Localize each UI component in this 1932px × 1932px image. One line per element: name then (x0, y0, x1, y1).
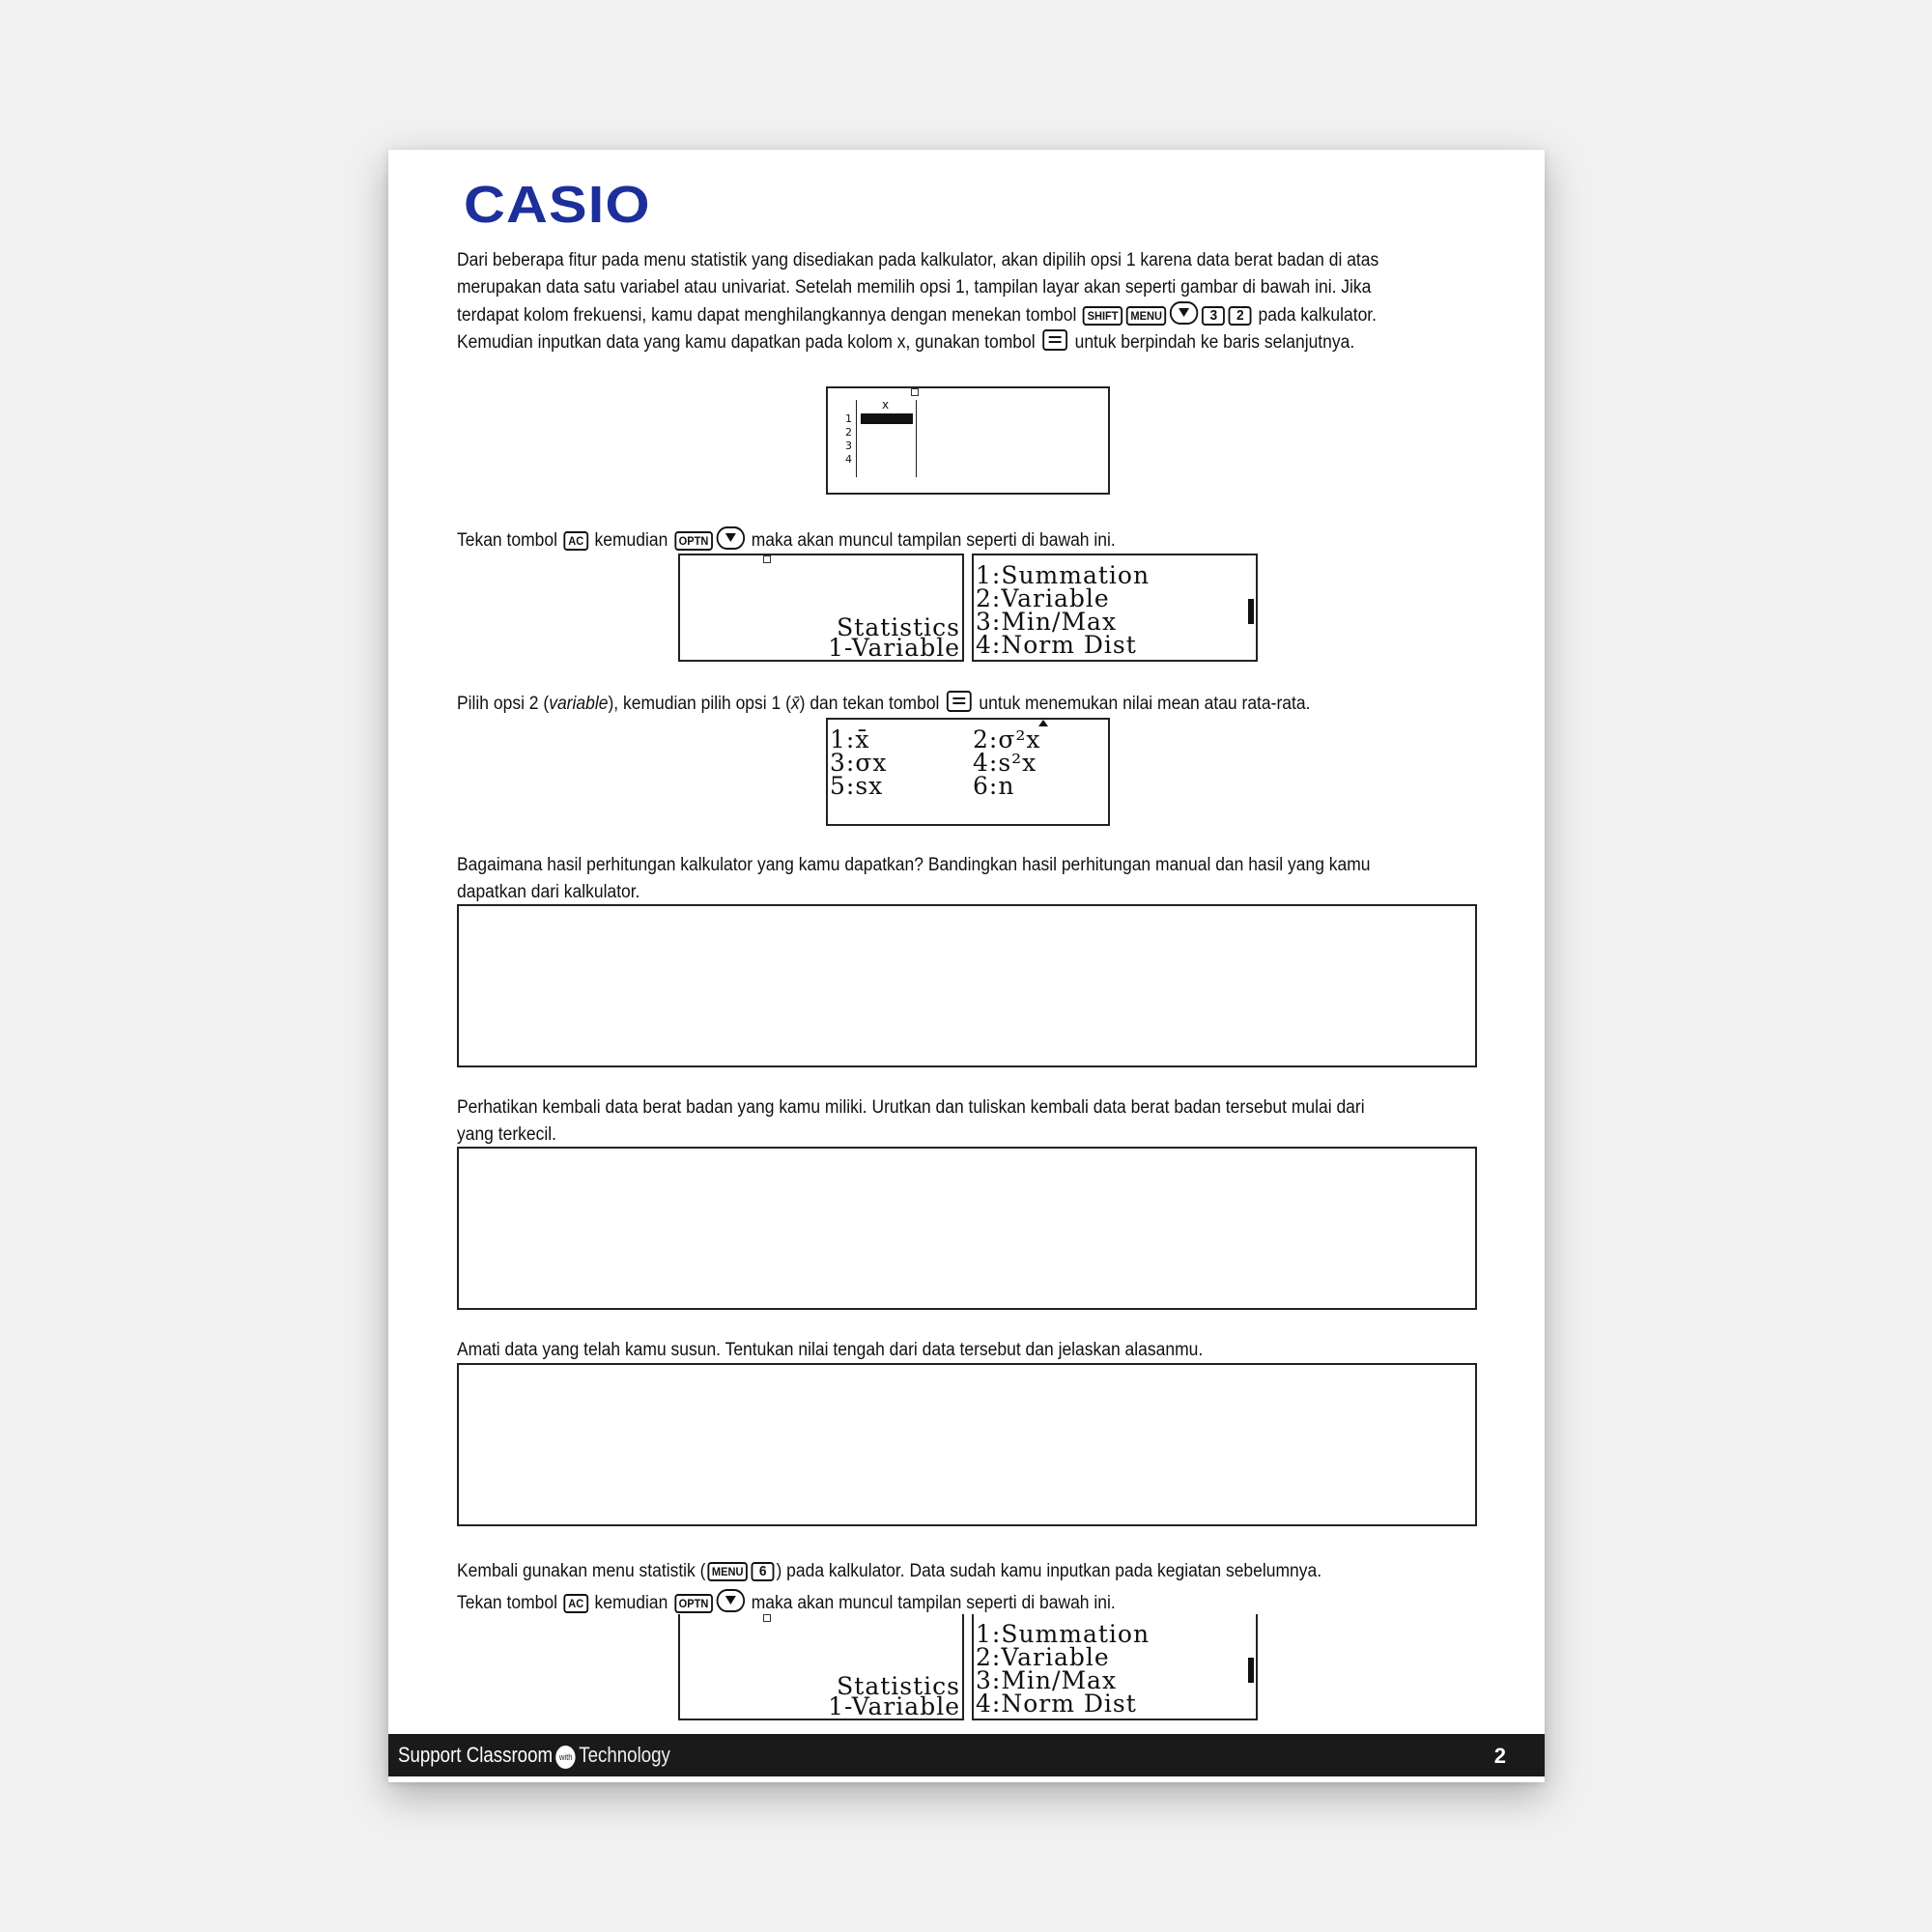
menu-item: 3:Min/Max (976, 608, 1118, 636)
step2-paragraph (457, 526, 1399, 554)
column-divider (856, 400, 857, 477)
page-number: 2 (1493, 1744, 1506, 1768)
intro-text-1: Dari beberapa fitur pada menu statistik yang disediakan pada kalkulator, akan dipilih opsi 1 karena data berat badan di atas merupakan data satu variabel atau univariat. Setelah memilih opsi 1, tampilan layar akan seperti gambar di bawah ini. Jika terdapat kolom frekuensi, kamu dapat menghilangkannya dengan menekan tombol (457, 250, 1379, 326)
step4-text-1: Kembali gunakan menu statistik ( (457, 1561, 706, 1581)
equals-key-icon (1042, 329, 1067, 351)
row-number: 1 (845, 412, 852, 425)
variable-item: 6:n (973, 772, 1015, 800)
question-1: Bagaimana hasil perhitungan kalkulator yang kamu dapatkan? Bandingkan hasil perhitungan manual dan hasil yang kamu dapatkan dari kalkulator. (457, 855, 1371, 902)
ac-key-icon: AC (564, 531, 588, 551)
page-footer (388, 1734, 1545, 1776)
question-3: Amati data yang telah kamu susun. Tentukan nilai tengah dari data tersebut dan jelaskan alasanmu. (457, 1340, 1204, 1360)
menu-item: 1:Summation (976, 561, 1151, 589)
intro-paragraph (457, 247, 1399, 356)
step3-text-1: Pilih opsi 2 ( (457, 694, 550, 714)
key-3-icon: 3 (1202, 306, 1225, 326)
footer-brand (398, 1743, 670, 1769)
key-6-icon: 6 (752, 1562, 775, 1581)
mode-line-1: Statistics (837, 1672, 960, 1700)
indicator-icon (763, 1614, 771, 1622)
mode-line-2: 1-Variable (828, 1692, 960, 1720)
document-page (388, 150, 1545, 1782)
calculator-screen-data-entry (826, 386, 1110, 495)
variable-item: 4:s²x (973, 749, 1037, 777)
step4-text-2: ) pada kalkulator. Data sudah kamu inputkan pada kegiatan sebelumnya. (776, 1561, 1322, 1581)
calculator-screen-statistics-2 (678, 1614, 964, 1720)
question-2: Perhatikan kembali data berat badan yang kamu miliki. Urutkan dan tuliskan kembali data berat badan tersebut mulai dari yang terkecil. (457, 1097, 1365, 1145)
mode-line-2: 1-Variable (828, 634, 960, 662)
answer-box-1[interactable] (457, 904, 1477, 1067)
intro-text-2: pada kalkulator. Kemudian inputkan data yang kamu dapatkan pada kolom x, gunakan tombol (457, 305, 1377, 353)
menu-key-icon: MENU (1126, 306, 1167, 326)
mode-line-1: Statistics (837, 613, 960, 641)
ac-key-icon: AC (564, 1594, 588, 1613)
calculator-screen-variables (826, 718, 1110, 826)
indicator-icon (911, 388, 919, 396)
answer-box-2[interactable] (457, 1147, 1477, 1310)
shift-key-icon: SHIFT (1083, 306, 1122, 326)
down-arrow-key-icon (717, 1589, 745, 1612)
variable-item: 3:σx (830, 749, 888, 777)
menu-item: 4:Norm Dist (976, 1690, 1137, 1718)
down-arrow-key-icon (1170, 301, 1198, 325)
row-numbers (845, 412, 852, 467)
step4-text-5: maka akan muncul tampilan seperti di bawah ini. (751, 1593, 1116, 1613)
menu-item: 2:Variable (976, 584, 1110, 612)
with-badge-icon: with (555, 1746, 575, 1769)
calculator-screen-menu-2 (972, 1614, 1258, 1720)
step3-text-2: ), kemudian pilih opsi 1 ( (608, 694, 791, 714)
intro-text-3: untuk berpindah ke baris selanjutnya. (1074, 332, 1355, 353)
menu-item: 1:Summation (976, 1620, 1151, 1648)
step3-text-3: ) dan tekan tombol (799, 694, 940, 714)
footer-brand-technology: Technology (579, 1743, 670, 1767)
key-2-icon: 2 (1229, 306, 1252, 326)
xbar-symbol: x̄ (790, 694, 800, 714)
footer-brand-text: Support Classroom (398, 1743, 554, 1767)
step4-paragraph (457, 1555, 1399, 1619)
down-arrow-key-icon (717, 526, 745, 550)
step3-italic: variable (549, 694, 609, 714)
variable-item: 5:sx (830, 772, 884, 800)
column-header-x: x (882, 398, 890, 412)
step2-text-3: maka akan muncul tampilan seperti di bawah ini. (751, 530, 1116, 551)
variable-item: 2:σ²x (973, 725, 1041, 753)
menu-item: 3:Min/Max (976, 1666, 1118, 1694)
step2-text-2: kemudian (594, 530, 668, 551)
optn-key-icon: OPTN (674, 1594, 713, 1613)
scrollbar-thumb (1248, 1658, 1254, 1683)
column-divider (916, 400, 917, 477)
calculator-screen-statistics (678, 554, 964, 662)
variable-item: 1:x̄ (830, 725, 870, 753)
row-number: 3 (845, 440, 852, 452)
step3-paragraph (457, 691, 1399, 718)
step4-text-4: kemudian (594, 1593, 668, 1613)
menu-item: 4:Norm Dist (976, 631, 1137, 659)
scrollbar-thumb (1248, 599, 1254, 624)
cursor-cell (861, 413, 913, 424)
step3-text-4: untuk menemukan nilai mean atau rata-rata. (979, 694, 1311, 714)
indicator-icon (763, 555, 771, 563)
row-number: 2 (845, 426, 852, 439)
calculator-screen-menu (972, 554, 1258, 662)
equals-key-icon (947, 691, 972, 712)
casio-logo: CASIO (464, 176, 651, 234)
optn-key-icon: OPTN (674, 531, 713, 551)
menu-item: 2:Variable (976, 1643, 1110, 1671)
step2-text-1: Tekan tombol (457, 530, 557, 551)
row-number: 4 (845, 453, 852, 466)
step4-text-3: Tekan tombol (457, 1593, 557, 1613)
answer-box-3[interactable] (457, 1363, 1477, 1526)
menu-key-icon: MENU (707, 1562, 748, 1581)
